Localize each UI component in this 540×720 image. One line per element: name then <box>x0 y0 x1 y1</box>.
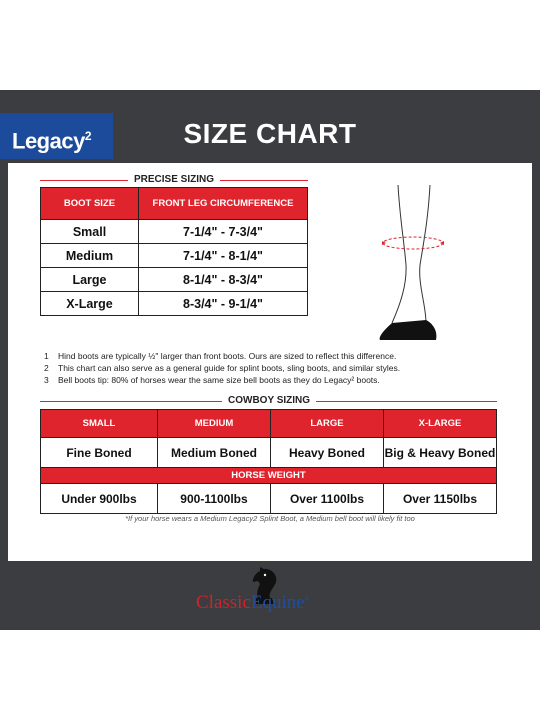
size-cell: Medium <box>41 244 139 268</box>
bone-cell: Heavy Boned <box>271 438 384 468</box>
size-cell: Large <box>41 268 139 292</box>
range-cell: 7-1/4" - 7-3/4" <box>139 220 308 244</box>
note-item: 3 Bell boots tip: 80% of horses wear the same size bell boots as they do Legacy² boots. <box>44 375 380 385</box>
table-row <box>41 244 308 268</box>
col-small: SMALL <box>41 410 158 438</box>
weight-cell: Over 1150lbs <box>384 484 497 514</box>
bone-cell: Fine Boned <box>41 438 158 468</box>
range-cell: 7-1/4" - 8-1/4" <box>139 244 308 268</box>
weight-row <box>41 484 497 514</box>
col-boot-size: BOOT SIZE <box>41 188 139 220</box>
cowboy-table <box>40 409 497 514</box>
col-medium: MEDIUM <box>158 410 271 438</box>
horse-leg-illustration <box>370 180 460 345</box>
legacy-logo: Legacy$^2$ <box>0 113 113 159</box>
bone-cell: Medium Boned <box>158 438 271 468</box>
footnote: *If your horse wears a Medium Legacy2 Splint Boot, a Medium bell boot will likely fit too <box>125 514 415 523</box>
col-front-leg: FRONT LEG CIRCUMFERENCE <box>139 188 308 220</box>
range-cell: 8-1/4" - 8-3/4" <box>139 268 308 292</box>
col-xlarge: X-LARGE <box>384 410 497 438</box>
col-large: LARGE <box>271 410 384 438</box>
cowboy-heading: COWBOY SIZING <box>222 395 316 406</box>
note-item: 1 Hind boots are typically ½" larger than front boots. Ours are sized to reflect this difference. <box>44 351 397 361</box>
precise-heading: PRECISE SIZING <box>128 174 220 185</box>
weight-cell: 900-1100lbs <box>158 484 271 514</box>
range-cell: 8-3/4" - 9-1/4" <box>139 292 308 316</box>
page-title: SIZE CHART <box>183 118 357 149</box>
note-item: 2 This chart can also serve as a general guide for splint boots, sling boots, and similar styles. <box>44 363 401 373</box>
size-cell: X-Large <box>41 292 139 316</box>
weight-cell: Over 1100lbs <box>271 484 384 514</box>
size-cell: Small <box>41 220 139 244</box>
table-row <box>41 220 308 244</box>
classic-equine-logo: ClassicEquine® <box>196 592 310 613</box>
precise-table <box>40 187 308 316</box>
table-row <box>41 292 308 316</box>
horse-weight-label: HORSE WEIGHT <box>41 468 497 484</box>
bone-row <box>41 438 497 468</box>
notes-list <box>44 350 400 386</box>
bone-cell: Big & Heavy Boned <box>384 438 497 468</box>
weight-cell: Under 900lbs <box>41 484 158 514</box>
table-row <box>41 268 308 292</box>
